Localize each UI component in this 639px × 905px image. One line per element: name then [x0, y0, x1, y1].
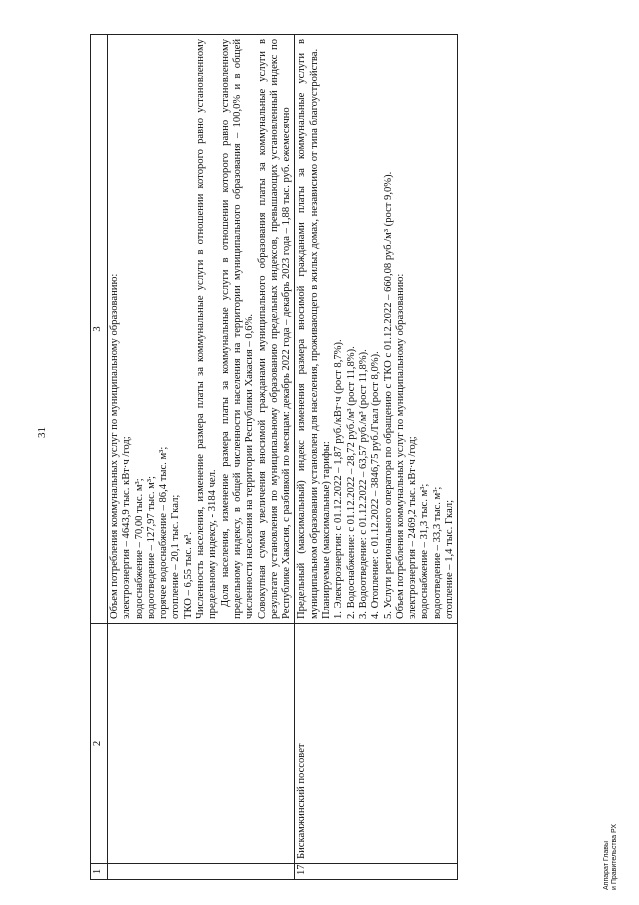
text-line: Объем потребления коммунальных услуг по муниципальному образованию:: [394, 273, 406, 619]
text-line: отопление – 20,1 тыс. Гкал;: [170, 494, 182, 619]
text-line: Предельный (максимальный) индекс изменения размера вносимой гражданами платы за коммунальные услуги в муниципальном образовании установлен для населения, проживающего в жилых домах, независимо от типа благоустройства.: [296, 39, 320, 619]
text-line: горячее водоснабжение – 86,4 тыс. м³;: [158, 446, 170, 619]
header-col-3: 3: [91, 35, 108, 624]
municipality-cell: Бискамжинский поссовет: [295, 624, 458, 864]
row-number-cell: 17: [295, 864, 458, 880]
header-col-2: 2: [91, 624, 108, 864]
text-line: Объем потребления коммунальных услуг по муниципальному образованию:: [109, 273, 120, 619]
text-line: водоснабжение – 31,3 тыс. м³;: [419, 483, 431, 619]
text-line: водоотведение – 127,97 тыс. м³;: [145, 476, 157, 619]
header-col-1: 1: [91, 864, 108, 880]
row-number-cell: [108, 864, 295, 880]
rotated-document-table: [90, 35, 630, 880]
text-line: Численность населения, изменение размера платы за коммунальные услуги в отношении которого равно установленному предельному индексу, - 3184 чел.: [195, 39, 219, 619]
footer-line-2: и Правительства РХ: [611, 823, 618, 890]
text-line: 5. Услуги регионального оператора по обращению с ТКО с 01.12.2022 – 660,08 руб./м³ (рост 9,0%).: [382, 171, 394, 619]
table-row: [108, 35, 295, 880]
description-cell: [295, 35, 458, 624]
text-line: водоотведение – 33,3 тыс. м³;: [431, 486, 443, 619]
text-line: ТКО – 6,55 тыс. м³.: [182, 532, 194, 619]
tariff-table: [90, 34, 458, 880]
text-line: отопление – 1,4 тыс. Гкал;: [444, 499, 456, 619]
text-line: 2. Водоснабжение: с 01.12.2022 – 28,72 руб./м³ (рост 11,8%).: [345, 346, 357, 619]
text-line: электроэнергия – 4643,9 тыс. кВт·ч /год;: [121, 436, 133, 619]
table-row: [295, 35, 458, 880]
text-line: электроэнергия – 2469,2 тыс. кВт·ч /год;: [407, 436, 419, 619]
text-line: Доля населения, изменение размера платы за коммунальные услуги в отношении которого равно установленному предельному индексу, в общей численности населения на территории муниципального образования – 100,0% и в общей численности населения на территории Республики Хакасия – 0,6%.: [219, 39, 256, 619]
text-line: Совокупная сумма увеличения вносимой гражданами муниципального образования платы за коммунальные услуги в результате установления по муниципальному образованию предельных индексов, превышающих установленный индекс по Республике Хакасия, с разбивкой по месяцам: декабрь 2022 года – декабрь 2023 года – 1,88 тыс. руб. ежемесячно: [256, 39, 293, 619]
text-line: 4. Отопление: с 01.12.2022 – 3846,75 руб./Гкал (рост 8,0%).: [370, 351, 382, 619]
page-number: 31: [36, 427, 48, 438]
text-line: Планируемые (максимальные) тарифы:: [321, 441, 333, 619]
text-line: 1. Электроэнергия: с 01.12.2022 – 1,87 руб./кВт·ч (рост 8,7%).: [333, 339, 345, 619]
municipality-cell: [108, 624, 295, 864]
footer-line-1: Аппарат Главы: [603, 840, 610, 890]
description-cell: [108, 35, 295, 624]
text-line: водоснабжение – 70,00 тыс. м³;: [133, 478, 145, 619]
text-line: 3. Водоотведение: с 01.12.2022 – 63,57 руб./м³ (рост 11,8%).: [357, 349, 369, 619]
table-header-row: [91, 35, 108, 880]
